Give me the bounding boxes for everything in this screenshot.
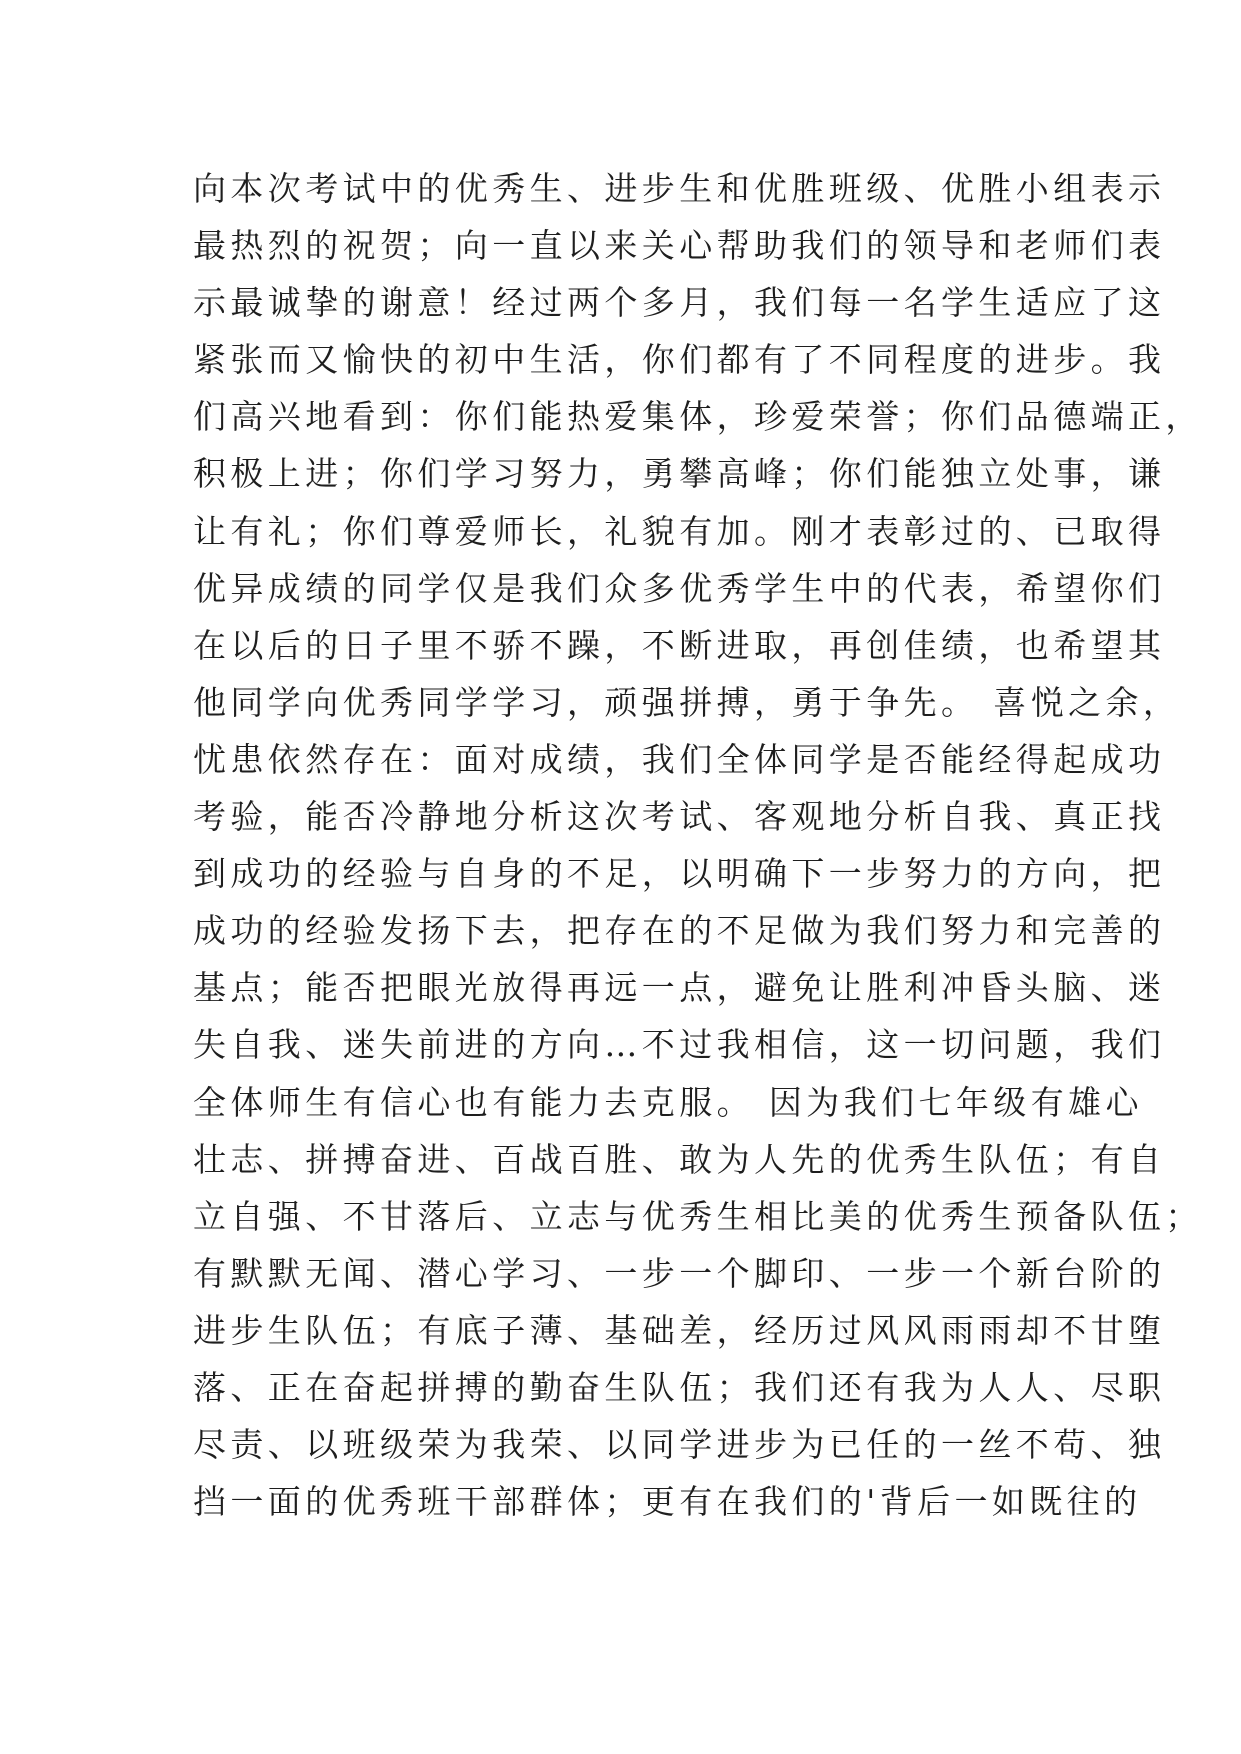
text-line: 挡一面的优秀班干部群体；更有在我们的'背后一如既往的 [193, 1482, 1142, 1522]
text-line: 在以后的日子里不骄不躁，不断进取，再创佳绩，也希望其 [193, 625, 1166, 665]
text-line: 成功的经验发扬下去，把存在的不足做为我们努力和完善的 [193, 911, 1166, 951]
text-line: 失自我、迷失前进的方向…不过我相信，这一切问题，我们 [193, 1025, 1166, 1065]
text-line: 紧张而又愉快的初中生活，你们都有了不同程度的进步。我 [193, 340, 1166, 380]
text-line: 最热烈的祝贺；向一直以来关心帮助我们的领导和老师们表 [193, 226, 1166, 266]
text-line: 到成功的经验与自身的不足，以明确下一步努力的方向，把 [193, 854, 1166, 894]
text-line: 有默默无闻、潜心学习、一步一个脚印、一步一个新台阶的 [193, 1253, 1166, 1293]
text-line: 示最诚挚的谢意！经过两个多月，我们每一名学生适应了这 [193, 283, 1166, 323]
text-line: 积极上进；你们学习努力，勇攀高峰；你们能独立处事，谦 [193, 454, 1166, 494]
text-line: 向本次考试中的优秀生、进步生和优胜班级、优胜小组表示 [193, 169, 1166, 208]
text-line: 考验，能否冷静地分析这次考试、客观地分析自我、真正找 [193, 797, 1166, 837]
text-line: 进步生队伍；有底子薄、基础差，经历过风风雨雨却不甘堕 [193, 1310, 1166, 1350]
text-line: 他同学向优秀同学学习，顽强拼搏，勇于争先。 喜悦之余， [193, 682, 1181, 722]
text-line: 优异成绩的同学仅是我们众多优秀学生中的代表，希望你们 [193, 568, 1166, 608]
body-text [193, 160, 1203, 1530]
text-line: 尽责、以班级荣为我荣、以同学进步为已任的一丝不苟、独 [193, 1425, 1166, 1465]
text-line: 让有礼；你们尊爱师长，礼貌有加。刚才表彰过的、已取得 [193, 511, 1166, 551]
text-line: 立自强、不甘落后、立志与优秀生相比美的优秀生预备队伍； [193, 1196, 1203, 1236]
text-line: 们高兴地看到：你们能热爱集体，珍爱荣誉；你们品德端正， [193, 397, 1203, 437]
text-line: 忧患依然存在：面对成绩，我们全体同学是否能经得起成功 [193, 739, 1166, 779]
text-line: 壮志、拼搏奋进、百战百胜、敢为人先的优秀生队伍；有自 [193, 1139, 1166, 1179]
text-line: 落、正在奋起拼搏的勤奋生队伍；我们还有我为人人、尽职 [193, 1367, 1166, 1407]
text-line: 基点；能否把眼光放得再远一点，避免让胜利冲昏头脑、迷 [193, 968, 1166, 1008]
text-line: 全体师生有信心也有能力去克服。 因为我们七年级有雄心 [193, 1082, 1143, 1122]
